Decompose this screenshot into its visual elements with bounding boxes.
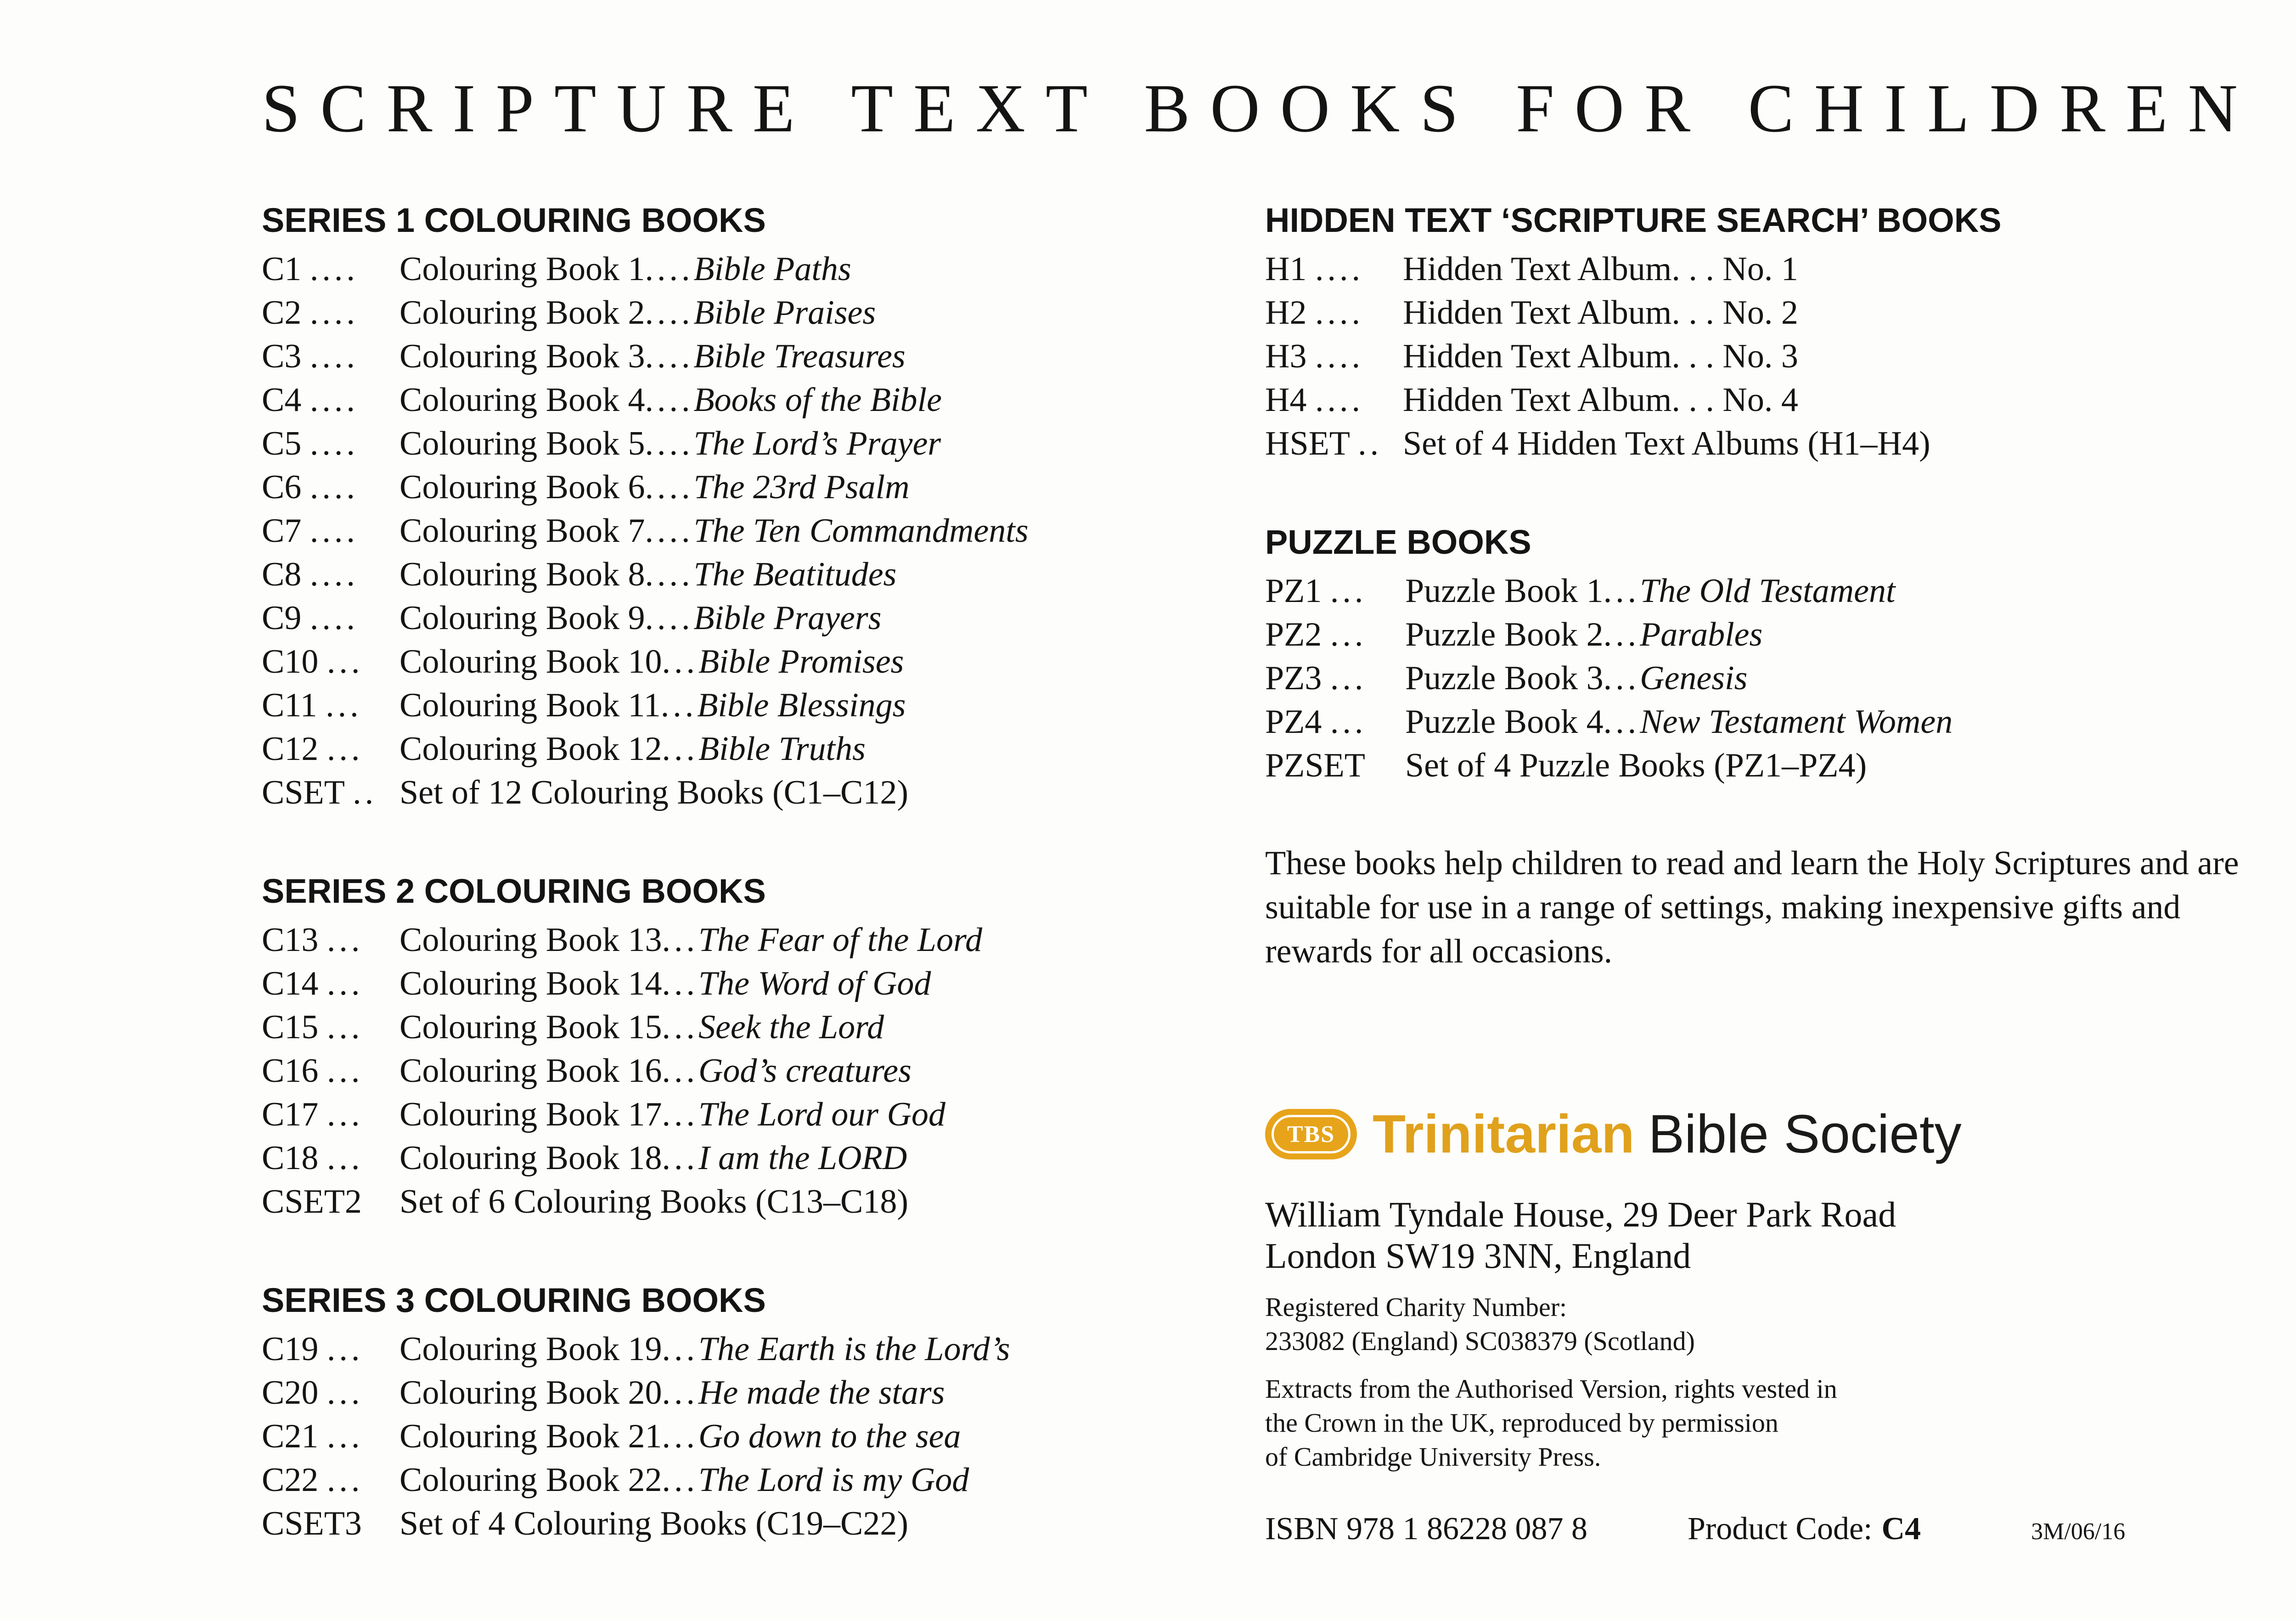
item-sep: ...: [662, 1374, 698, 1412]
set-text: Set of 4 Colouring Books (C19–C22): [400, 1505, 908, 1542]
copyright-note: Extracts from the Authorised Version, rights vested in the Crown in the UK, reproduced by permission of Cambridge University Press.: [1265, 1374, 1837, 1472]
code-text: C14: [262, 965, 319, 1002]
code-text: C15: [262, 1008, 319, 1046]
code-dots: ...: [1330, 703, 1367, 741]
item-code: [262, 1417, 400, 1456]
code-text: C9: [262, 599, 302, 637]
item-text: Set of 4 Hidden Text Albums (H1–H4): [1403, 425, 1930, 462]
code-dots: ...: [1330, 659, 1367, 697]
list-item: [262, 1095, 1226, 1139]
code-dots: ...: [326, 1096, 364, 1133]
item-subtitle: Go down to the sea: [698, 1418, 961, 1455]
code-dots: ...: [326, 730, 364, 768]
series3-heading: SERIES 3 COLOURING BOOKS: [262, 1281, 766, 1319]
code-text: H3: [1265, 338, 1307, 375]
code-dots: ....: [310, 599, 359, 637]
footer: [1265, 1511, 2296, 1547]
item-code: [262, 250, 400, 289]
code-text: C1: [262, 250, 302, 288]
list-item: [1265, 659, 2296, 703]
item-name: Colouring Book 8: [400, 556, 645, 593]
set-text: Set of 12 Colouring Books (C1–C12): [400, 774, 908, 811]
item-name: Colouring Book 20: [400, 1374, 662, 1412]
item-name: Colouring Book 22: [400, 1461, 662, 1499]
list-item: [262, 964, 1226, 1008]
code-dots: ....: [1315, 250, 1364, 288]
set-text: Set of 6 Colouring Books (C13–C18): [400, 1183, 908, 1221]
item-name: Colouring Book 21: [400, 1418, 662, 1455]
list-item: [1265, 703, 2296, 746]
puzzle-list: [1265, 572, 2296, 746]
series1-section: [262, 197, 1226, 817]
item-name: Colouring Book 11: [400, 686, 661, 724]
code-text: C10: [262, 643, 319, 681]
address-line: William Tyndale House, 29 Deer Park Road: [1265, 1194, 1896, 1234]
item-code: [262, 337, 400, 376]
list-item: [262, 642, 1226, 686]
item-code: [262, 730, 400, 769]
item-name: Colouring Book 4: [400, 381, 645, 419]
item-code: [262, 964, 400, 1003]
code-text: C7: [262, 512, 302, 550]
item-sep: ...: [662, 965, 698, 1002]
code-text: C20: [262, 1374, 319, 1412]
code-text: C4: [262, 381, 302, 419]
product-code-label: Product Code:: [1688, 1511, 1873, 1547]
code-text: C19: [262, 1330, 319, 1368]
item-code: [262, 468, 400, 507]
item-name: Colouring Book 12: [400, 730, 662, 768]
list-item: [262, 250, 1226, 293]
item-code: [262, 381, 400, 420]
code-dots: ....: [310, 468, 359, 506]
list-item: [1265, 424, 2296, 468]
code-text: H4: [1265, 381, 1307, 419]
code-dots: ...: [326, 1418, 364, 1455]
item-name: Puzzle Book 1: [1405, 572, 1604, 610]
item-code: [262, 921, 400, 960]
series1-set-row: [262, 773, 1226, 817]
list-item: [262, 599, 1226, 642]
code-dots: ...: [1330, 616, 1367, 653]
item-subtitle: The Ten Commandments: [693, 512, 1029, 550]
item-subtitle: God’s creatures: [698, 1052, 912, 1090]
item-sep: ...: [662, 1052, 698, 1090]
item-sep: ...: [662, 1096, 698, 1133]
list-item: [262, 293, 1226, 337]
set-code: CSET2: [262, 1183, 362, 1221]
item-subtitle: The Beatitudes: [693, 556, 897, 593]
list-item: [1265, 293, 2296, 337]
item-code: [1265, 381, 1403, 420]
item-text: Hidden Text Album. . . No. 2: [1403, 294, 1798, 332]
item-name: Colouring Book 14: [400, 965, 662, 1002]
list-item: [262, 1373, 1226, 1417]
series2-heading: SERIES 2 COLOURING BOOKS: [262, 872, 766, 910]
series3-list: [262, 1330, 1226, 1504]
item-subtitle: He made the stars: [698, 1374, 945, 1412]
charity-block: Registered Charity Number: 233082 (England) SC038379 (Scotland): [1265, 1292, 1695, 1356]
item-sep: ....: [645, 425, 694, 462]
item-text: Hidden Text Album. . . No. 3: [1403, 338, 1798, 375]
item-code: [1265, 250, 1403, 289]
code-text: C17: [262, 1096, 319, 1133]
list-item: [262, 730, 1226, 773]
puzzle-set-row: [1265, 746, 2296, 790]
code-text: C6: [262, 468, 302, 506]
item-sep: ...: [662, 1139, 698, 1177]
item-subtitle: Bible Truths: [698, 730, 866, 768]
code-dots: ...: [326, 1461, 364, 1499]
code-text: C21: [262, 1418, 319, 1455]
list-item: [262, 381, 1226, 424]
code-text: PZ1: [1265, 572, 1322, 610]
series1-heading: SERIES 1 COLOURING BOOKS: [262, 201, 766, 239]
list-item: [262, 1139, 1226, 1182]
list-item: [262, 1330, 1226, 1373]
puzzle-section: [1265, 519, 2296, 790]
list-item: [262, 686, 1226, 730]
code-text: PZ4: [1265, 703, 1322, 741]
item-name: Colouring Book 15: [400, 1008, 662, 1046]
code-dots: ....: [310, 381, 359, 419]
code-dots: ....: [1315, 338, 1364, 375]
item-name: Colouring Book 7: [400, 512, 645, 550]
item-subtitle: Parables: [1640, 616, 1763, 653]
item-name: Colouring Book 3: [400, 338, 645, 375]
list-item: [262, 468, 1226, 512]
item-sep: ....: [645, 468, 694, 506]
code-dots: ...: [326, 1330, 364, 1368]
code-dots: ....: [310, 425, 359, 462]
right-column: [1265, 197, 2296, 1547]
tbs-logo: [1265, 1097, 2296, 1171]
hidden-section: [1265, 197, 2296, 468]
item-subtitle: The Earth is the Lord’s: [698, 1330, 1010, 1368]
code-dots: ...: [326, 686, 362, 724]
list-item: [262, 555, 1226, 599]
code-text: PZ3: [1265, 659, 1322, 697]
item-code: [262, 555, 400, 594]
item-subtitle: Bible Blessings: [697, 686, 906, 724]
item-sep: ....: [645, 338, 694, 375]
item-sep: ...: [662, 1461, 698, 1499]
isbn: ISBN 978 1 86228 087 8: [1265, 1511, 1587, 1547]
code-dots: ...: [326, 1139, 364, 1177]
item-name: Puzzle Book 2: [1405, 616, 1604, 653]
item-subtitle: The Lord is my God: [698, 1461, 969, 1499]
logo-name: Trinitarian: [1373, 1104, 1635, 1164]
item-subtitle: Bible Promises: [698, 643, 904, 681]
code-text: PZ2: [1265, 616, 1322, 653]
item-sep: ...: [660, 686, 698, 724]
code-dots: ....: [310, 250, 359, 288]
code-text: C2: [262, 294, 302, 332]
item-subtitle: Books of the Bible: [693, 381, 942, 419]
code-text: C22: [262, 1461, 319, 1499]
item-subtitle: Bible Paths: [693, 250, 851, 288]
item-subtitle: The Word of God: [698, 965, 931, 1002]
code-dots: ...: [326, 921, 364, 959]
item-code: [262, 1095, 400, 1134]
item-name: Colouring Book 13: [400, 921, 662, 959]
code-text: C16: [262, 1052, 319, 1090]
item-code: [262, 642, 400, 681]
code-text: C11: [262, 686, 317, 724]
series3-set-row: [262, 1504, 1226, 1548]
item-code: [262, 1139, 400, 1178]
item-code: [1265, 572, 1405, 611]
description-paragraph: These books help children to read and learn the Holy Scriptures and are suitable for use in a range of settings, making inexpensive gifts and rewards for all occasions.: [1265, 844, 2239, 970]
address-line: London SW19 3NN, England: [1265, 1236, 1691, 1276]
list-item: [262, 512, 1226, 555]
item-code: [262, 1008, 400, 1047]
set-code: PZSET: [1265, 747, 1365, 784]
item-name: Colouring Book 17: [400, 1096, 662, 1133]
code-dots: ...: [326, 1374, 364, 1412]
list-item: [262, 1417, 1226, 1461]
item-subtitle: The Lord our God: [698, 1096, 945, 1133]
item-subtitle: Bible Praises: [693, 294, 876, 332]
item-sep: ...: [662, 921, 698, 959]
code-dots: ..: [1358, 425, 1383, 462]
code-text: C13: [262, 921, 319, 959]
item-sep: ...: [662, 1330, 698, 1368]
list-item: [1265, 381, 2296, 424]
item-sep: ...: [1603, 616, 1640, 653]
item-subtitle: The Fear of the Lord: [698, 921, 982, 959]
code-dots: ....: [1315, 381, 1364, 419]
product-code: C4: [1881, 1511, 1921, 1547]
list-item: [262, 1052, 1226, 1095]
code-dots: ....: [310, 294, 359, 332]
set-code: CSET ..: [262, 774, 377, 811]
item-sep: ....: [645, 381, 694, 419]
address-block: [1265, 1194, 2296, 1277]
list-item: [262, 337, 1226, 381]
item-code: [262, 599, 400, 638]
list-item: [262, 1461, 1226, 1504]
item-code: [1265, 703, 1405, 742]
series2-section: [262, 868, 1226, 1226]
code-dots: ....: [310, 338, 359, 375]
code-dots: ...: [326, 1052, 364, 1090]
item-name: Colouring Book 18: [400, 1139, 662, 1177]
item-name: Puzzle Book 3: [1405, 659, 1604, 697]
item-name: Colouring Book 9: [400, 599, 645, 637]
item-code: [262, 512, 400, 551]
item-code: [1265, 293, 1403, 332]
item-code: [262, 1461, 400, 1500]
item-sep: ...: [662, 643, 698, 681]
item-sep: ....: [645, 512, 694, 550]
item-code: [262, 1052, 400, 1091]
item-sep: ....: [645, 599, 694, 637]
item-name: Colouring Book 5: [400, 425, 645, 462]
logo-rest: Bible Society: [1648, 1104, 1962, 1164]
item-subtitle: Seek the Lord: [698, 1008, 884, 1046]
series2-list: [262, 921, 1226, 1182]
item-code: [262, 686, 400, 725]
item-code: [1265, 615, 1405, 654]
code-dots: ....: [310, 512, 359, 550]
code-text: H2: [1265, 294, 1307, 332]
item-sep: ....: [645, 250, 694, 288]
code-dots: ...: [326, 643, 364, 681]
item-subtitle: The Lord’s Prayer: [693, 425, 941, 462]
item-subtitle: The Old Testament: [1640, 572, 1896, 610]
code-dots: ...: [326, 965, 364, 1002]
item-subtitle: I am the LORD: [698, 1139, 907, 1177]
puzzle-heading: PUZZLE BOOKS: [1265, 523, 1531, 561]
item-code: [262, 424, 400, 463]
print-code: 3M/06/16: [2031, 1519, 2126, 1545]
item-name: Colouring Book 2: [400, 294, 645, 332]
item-text: Hidden Text Album. . . No. 1: [1403, 250, 1798, 288]
list-item: [262, 424, 1226, 468]
set-code: CSET3: [262, 1505, 362, 1542]
code-text: C5: [262, 425, 302, 462]
item-code: [1265, 337, 1403, 376]
item-name: Puzzle Book 4: [1405, 703, 1604, 741]
item-subtitle: Bible Treasures: [693, 338, 906, 375]
list-item: [262, 921, 1226, 964]
item-name: Colouring Book 19: [400, 1330, 662, 1368]
code-text: H1: [1265, 250, 1307, 288]
item-sep: ...: [1603, 659, 1640, 697]
item-sep: ...: [1603, 572, 1640, 610]
item-sep: ....: [645, 294, 694, 332]
code-dots: ...: [1330, 572, 1367, 610]
list-item: [1265, 250, 2296, 293]
list-item: [262, 1008, 1226, 1052]
code-dots: ....: [1315, 294, 1364, 332]
series1-list: [262, 250, 1226, 773]
code-text: HSET: [1265, 425, 1350, 462]
item-name: Colouring Book 10: [400, 643, 662, 681]
series2-set-row: [262, 1182, 1226, 1226]
code-dots: ...: [326, 1008, 364, 1046]
item-name: Colouring Book 6: [400, 468, 645, 506]
code-text: C12: [262, 730, 319, 768]
list-item: [1265, 572, 2296, 615]
item-sep: ...: [662, 730, 698, 768]
left-column: [262, 197, 1226, 1599]
item-code: [262, 293, 400, 332]
item-sep: ...: [1603, 703, 1640, 741]
item-subtitle: Bible Prayers: [693, 599, 882, 637]
code-text: C18: [262, 1139, 319, 1177]
list-item: [1265, 337, 2296, 381]
set-text: Set of 4 Puzzle Books (PZ1–PZ4): [1405, 747, 1867, 784]
hidden-heading: HIDDEN TEXT ‘SCRIPTURE SEARCH’ BOOKS: [1265, 201, 2002, 239]
code-text: C3: [262, 338, 302, 375]
item-sep: ...: [662, 1008, 698, 1046]
item-subtitle: Genesis: [1640, 659, 1748, 697]
item-code: [262, 1330, 400, 1369]
item-name: Colouring Book 1: [400, 250, 645, 288]
item-code: [1265, 424, 1403, 463]
series3-section: [262, 1277, 1226, 1548]
item-sep: ...: [662, 1418, 698, 1455]
item-subtitle: New Testament Women: [1640, 703, 1953, 741]
code-text: C8: [262, 556, 302, 593]
tbs-badge-icon: TBS: [1265, 1109, 1357, 1159]
item-sep: ....: [645, 556, 694, 593]
item-name: Colouring Book 16: [400, 1052, 662, 1090]
code-dots: ....: [310, 556, 359, 593]
list-item: [1265, 615, 2296, 659]
item-code: [262, 1373, 400, 1412]
item-code: [1265, 659, 1405, 698]
hidden-list: [1265, 250, 2296, 468]
item-subtitle: The 23rd Psalm: [693, 468, 910, 506]
item-text: Hidden Text Album. . . No. 4: [1403, 381, 1798, 419]
page-title: SCRIPTURE TEXT BOOKS FOR CHILDREN: [262, 70, 2258, 146]
